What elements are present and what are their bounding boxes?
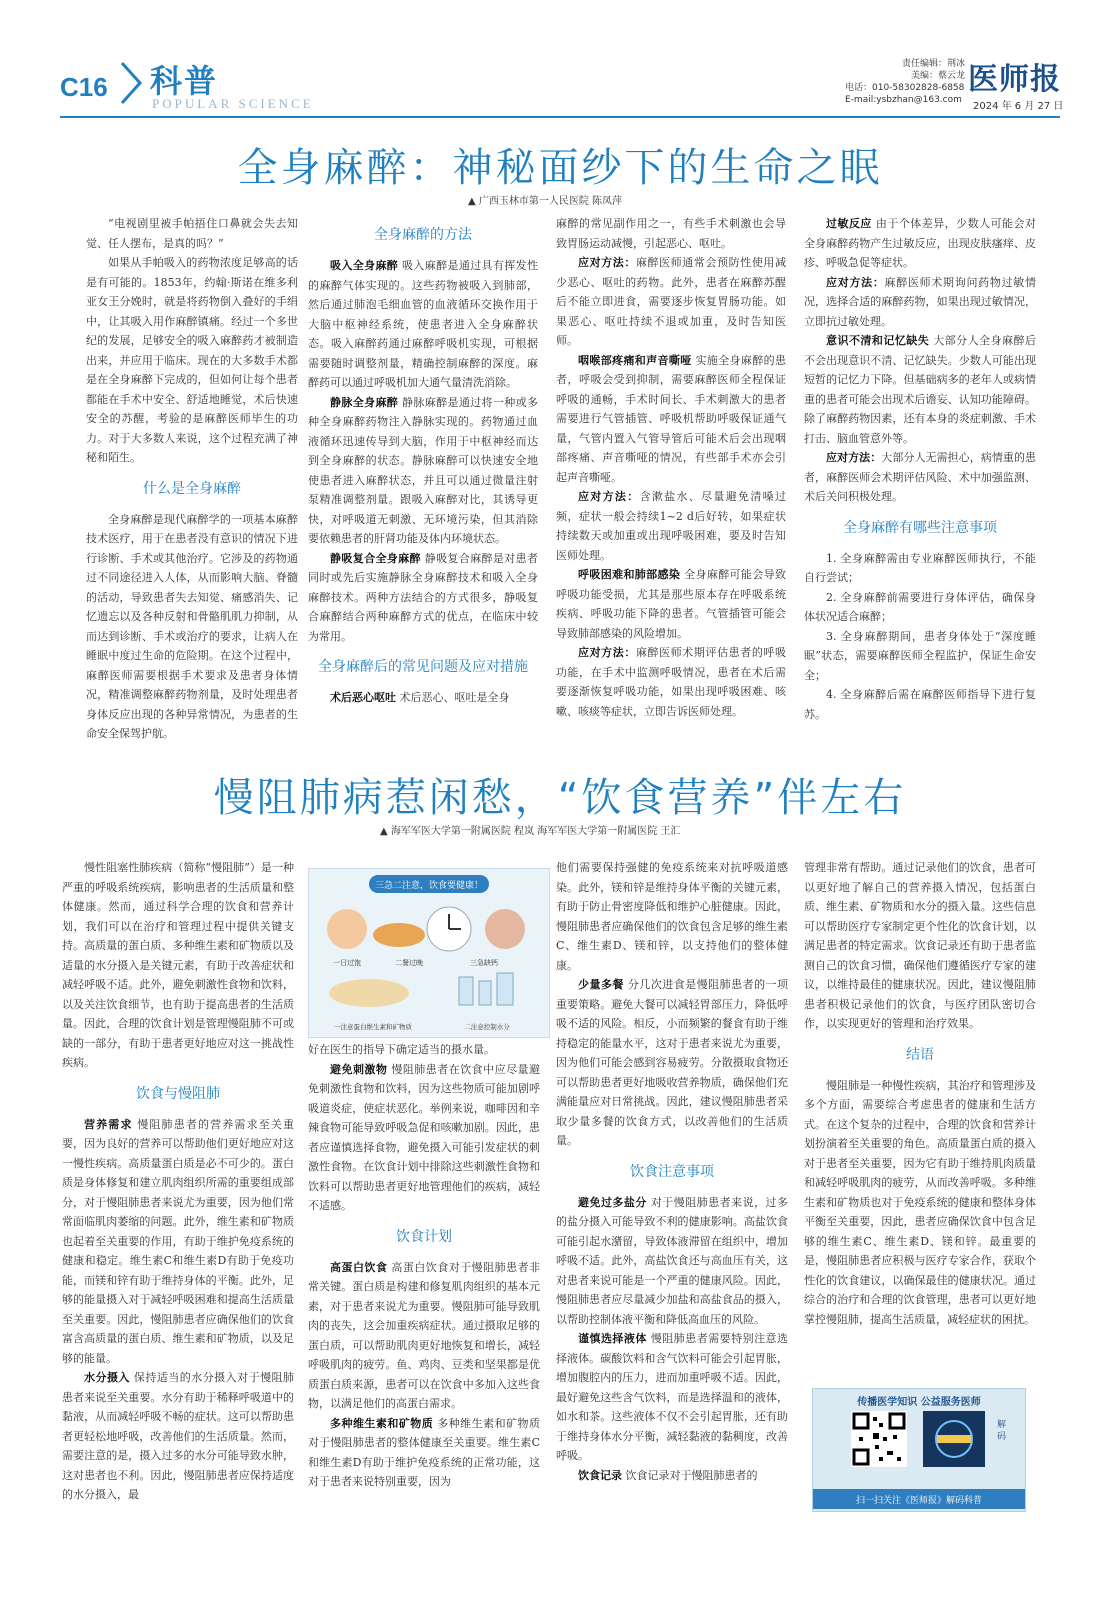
- subheading: 全身麻醉后的常见问题及应对措施: [318, 659, 528, 675]
- bold-lead: 静吸复合全身麻醉: [330, 551, 421, 565]
- subheading: 结语: [906, 1046, 934, 1063]
- bold-lead: 水分摄入: [84, 1371, 130, 1384]
- bold-lead: 营养需求: [84, 1117, 133, 1131]
- subheading: 饮食注意事项: [630, 1163, 714, 1180]
- paragraph-text: 麻醉医师术期评估患者的呼吸功能，在手术中监测呼吸情况，患者在术后需要逐渐恢复呼吸功能，如果出现呼吸困难、咳嗽、咳痰等症状，立即告诉医师处理。: [556, 646, 787, 718]
- water-bottle-icon: [497, 973, 513, 1005]
- paragraph-text: 静脉麻醉是通过将一种或多种全身麻醉药物注入静脉实现的。药物通过血液循环迅速传导到大脑，作用于中枢神经而达到全身麻醉的状态。静脉麻醉可以快速安全地使患者进入麻醉状态，并且可以通过微量注射泵精准调整剂量。跟吸入麻醉对比，其诱导更快，对呼吸道无刺激、无环境污染，但其消除要依赖患者的肝肾功能及体内环境状态。: [308, 395, 539, 545]
- bold-lead: 应对方法：: [578, 646, 636, 659]
- qr-code-icon[interactable]: [851, 1411, 907, 1467]
- paragraph-text: 高蛋白饮食对于慢阻肺患者非常关键。蛋白质是构建和修复肌肉组织的基本元素，对于患者来说尤为重要。慢阻肺可能导致肌肉的丧失，这会加重疾病症状。通过摄取足够的蛋白质，可以帮助肌肉更好地恢复和增长，减轻呼吸肌肉的疲劳。鱼、鸡肉、豆类和坚果都是优质蛋白质来源，患者可以在饮食中多加入这些食物，以满足他们的高蛋白需求。: [308, 1260, 541, 1410]
- paragraph: [556, 643, 786, 721]
- bold-lead: 术后恶心呕吐: [330, 691, 396, 704]
- subheading: 全身麻醉的方法: [374, 227, 472, 243]
- paragraph: “电视剧里被手帕捂住口鼻就会失去知觉、任人摆布，是真的吗？”: [86, 217, 298, 250]
- paragraph: [556, 975, 788, 1151]
- paragraph: [308, 256, 538, 393]
- phone-number: 电话：010-58302828-6858: [845, 83, 965, 93]
- bold-lead: 静脉全身麻醉: [330, 395, 399, 409]
- bold-lead: 高蛋白饮食: [330, 1260, 388, 1274]
- list-item: 1. 全身麻醉需由专业麻醉医师执行，不能自行尝试；: [804, 551, 1036, 584]
- paragraph: [62, 1115, 294, 1369]
- caption: 二餐过晚: [395, 959, 423, 967]
- paragraph: 全身麻醉是现代麻醉学的一项基本麻醉技术医疗，用于在患者没有意识的情况下进行诊断、手术或其他治疗。它涉及的药物通过不同途径进入人体，从而影响大脑、脊髓的活动，导致患者失去知觉、痛感消失、记忆遗忘以及各种反射和骨骼肌肌力抑制，从而达到诊断、手术或治疗的要求，让病人在睡眠中度过生命的危险期。在这个过程中，麻醉医师需要根据手术要求及患者身体情况，精准调整麻醉药物剂量，及时处理患者身体反应出现的各种异常情况，为患者的生命安全保驾护航。: [86, 512, 298, 740]
- food-bowl-icon: [329, 979, 409, 1007]
- header-divider: [60, 116, 1060, 118]
- article1-headline: 全身麻醉：神秘面纱下的生命之眠: [237, 145, 883, 191]
- paragraph-text: 分几次进食是慢阻肺患者的一项重要策略。避免大餐可以减轻胃部压力，降低呼吸不适的风险。相反，小而频繁的餐食有助于维持稳定的能量水平，这对于患者来说尤为重要，因为他们可能会感到容易疲劳。分散摄取食物还可以帮助患者更好地吸收营养物质，确保他们充满能量应对日常挑战。因此，建议慢阻肺患者采取少量多餐的饮食方式，以改善他们的生活质量。: [556, 978, 789, 1147]
- subheading: 全身麻醉有哪些注意事项: [843, 519, 997, 536]
- bold-lead: 应对方法：: [826, 275, 885, 289]
- paragraph-text: 慢阻肺患者在饮食中应尽量避免刺激性食物和饮料，因为这些物质可能加剧呼吸道炎症，使症状恶化。举例来说，咖啡因和辛辣食物可能导致呼吸急促和咳嗽加剧。因此，患者应谨慎选择食物，避免摄入可能引发症状的刺激性食物。在饮食计划中排除这些刺激性食物和饮料可以帮助患者更好地管理他们的疾病，减轻不适感。: [308, 1062, 541, 1212]
- article2-byline: ▲ 海军军医大学第一附属医院 程岚 海军军医大学第一附属医院 王汇: [380, 826, 681, 837]
- section-title: 科普: [150, 62, 219, 100]
- paragraph: 如果从手帕吸入的药物浓度足够高的话是有可能的。1853年，约翰·斯诺在维多利亚女王分娩时，就是将药物倒入叠好的手绢中，让其吸入用作麻醉镇痛。经过一个多世纪的发展，足够安全的吸入麻醉药才被制造出来，并应用于临床。现在的大多数手术都是在全身麻醉下完成的，但如何让每个患者都能在手术中安全、舒适地睡觉，术后快速安全的苏醒，考验的是麻醉医师毕生的功力。对于大多数人来说，这个过程充满了神秘和陌生。: [86, 256, 298, 464]
- paragraph: [62, 1368, 294, 1505]
- article1-column-3: [556, 214, 786, 721]
- article1-column-2: [308, 214, 538, 708]
- paragraph-text: 保持适当的水分摄入对于慢阻肺患者来说至关重要。水分有助于稀释呼吸道中的黏液，从而减轻呼吸不畅的症状。这可以帮助患者更轻松地呼吸，改善他们的生活质量。然而，需要注意的是，摄入过多的水分可能导致水肿，这对患者也不利。因此，慢阻肺患者应保持适度的水分摄入，最: [62, 1371, 295, 1501]
- paragraph-text: 慢阻肺患者需要特别注意选择液体。碳酸饮料和含气饮料可能会引起胃胀，增加腹腔内的压力，进而加重呼吸不适。因此，最好避免这些含气饮料，而是选择温和的液体，如水和茶。这些液体不仅不会引起胃胀，还有助于维持身体水分平衡，减轻黏液的黏稠度，改善呼吸。: [556, 1332, 789, 1462]
- paragraph: [308, 1258, 540, 1414]
- food-plate-icon: [373, 923, 425, 947]
- designer-credit: 美编：蔡云龙: [910, 71, 965, 81]
- bold-lead: 避免过多盐分: [578, 1195, 647, 1209]
- paragraph: 他们需要保持强健的免疫系统来对抗呼吸道感染。此外，镁和锌是维持身体平衡的关键元素，有助于防止骨密度降低和维护心脏健康。因此，慢阻肺患者应确保他们的饮食包含足够的维生素C、维生素D、镁和锌，以支持他们的整体健康。: [556, 861, 788, 972]
- paragraph: [556, 253, 786, 351]
- promo-slogan: 传播医学知识 公益服务医师: [857, 1397, 981, 1408]
- bold-lead: 过敏反应: [826, 217, 872, 230]
- paragraph-text: 麻醉医师术期询问药物过敏情况，选择合适的麻醉药物，如果出现过敏情况，立即抗过敏处理。: [804, 275, 1037, 328]
- promo-side-label: 解码: [997, 1420, 1007, 1442]
- bold-lead: 应对方法：: [578, 256, 636, 269]
- paragraph: [804, 331, 1036, 448]
- bold-lead: 饮食记录: [578, 1468, 622, 1482]
- bold-lead: 应对方法：: [826, 451, 882, 464]
- paragraph: [308, 549, 538, 647]
- elderly-woman-icon: [485, 909, 525, 949]
- bold-lead: 避免刺激物: [330, 1062, 388, 1076]
- promo-box: [812, 1388, 1026, 1512]
- bold-lead: 应对方法：: [578, 490, 640, 503]
- article2-column-3: [556, 858, 788, 1485]
- paragraph: [556, 1466, 788, 1486]
- chevron-right-icon: [118, 60, 146, 106]
- caption: 一注意蛋白维生素和矿物质: [334, 1023, 412, 1031]
- program-logo-icon: [923, 1411, 985, 1467]
- bold-lead: 多种维生素和矿物质: [330, 1416, 434, 1430]
- water-bottle-icon: [459, 977, 473, 1005]
- article2-headline: 慢阻肺病惹闲愁，“饮食营养”伴左右: [213, 775, 907, 821]
- email-address: E-mail:ysbzhan@163.com: [845, 95, 962, 105]
- subheading: 饮食计划: [396, 1228, 452, 1245]
- bold-lead: 意识不清和记忆缺失: [826, 334, 930, 347]
- list-item: 3. 全身麻醉期间，患者身体处于“深度睡眠”状态，需要麻醉医师全程监护，保证生命安全；: [804, 629, 1036, 682]
- paragraph-text: 由于个体差异，少数人可能会对全身麻醉药物产生过敏反应，出现皮肤瘙痒、皮疹、呼吸急促等症状。: [804, 217, 1037, 269]
- diet-infographic: [308, 868, 550, 1038]
- water-bottle-icon: [479, 981, 491, 1005]
- paragraph-text: 实施全身麻醉的患者，呼吸会受到抑制，需要麻醉医师全程保证呼吸的通畅，手术时间长、手术刺激大的患者需要进行气管插管、呼吸机帮助呼吸保证通气量，气管内置入气管导管后可能术后会出现咽部疼痛、声音嘶哑的情况，有些部手术亦会引起声音嘶哑。: [556, 353, 787, 484]
- article2-column-4: [804, 858, 1036, 1329]
- article1-column-1: [86, 214, 298, 744]
- newspaper-logo: 医师报: [968, 62, 1061, 97]
- paragraph-text: 含漱盐水、尽量避免清嗓过频，症状一般会持续1~2 d后好转，如果症状持续数天或加重或出现呼吸困难，要及时告知医师处理。: [556, 490, 786, 562]
- bold-lead: 吸入全身麻醉: [330, 259, 399, 272]
- paragraph-text: 多种维生素和矿物质对于慢阻肺患者的整体健康至关重要。维生素C和维生素D有助于维护免疫系统的正常功能，这对于患者来说特别重要，因为: [308, 1416, 541, 1488]
- editor-credit: 责任编辑：荆冰: [901, 59, 965, 69]
- paragraph: [556, 351, 786, 488]
- article1-column-4: [804, 214, 1036, 724]
- paragraph: 慢阻肺是一种慢性疾病，其治疗和管理涉及多个方面，需要综合考虑患者的健康和生活方式。在这个复杂的过程中，合理的饮食和营养计划扮演着至关重要的角色。高质量蛋白质的摄入对于患者至关重要，因为它有助于维持肌肉质量和减轻呼吸肌肉的疲劳，从而改善呼吸。多种维生素和矿物质也对于免疫系统的健康和整体身体平衡至关重要，因此，患者应确保饮食中包含足够的维生素C、维生素D、镁和锌。最重要的是，慢阻肺患者应积极与医疗专家合作，获取个性化的饮食建议，以确保最佳的健康状况。通过综合的治疗和合理的饮食管理，患者可以更好地掌控慢阻肺，提高生活质量，减轻症状的困扰。: [804, 1078, 1036, 1326]
- paragraph: 好在医生的指导下确定适当的摄水量。: [308, 1043, 495, 1056]
- subheading: 什么是全身麻醉: [143, 480, 241, 497]
- caption: 一日过饱: [333, 959, 361, 967]
- paragraph: [308, 1414, 540, 1492]
- paragraph: [556, 1329, 788, 1466]
- elderly-man-icon: [327, 909, 367, 949]
- promo-footer: 扫一扫关注《医师报》解码科普: [855, 1496, 982, 1506]
- list-item: 4. 全身麻醉后需在麻醉医师指导下进行复苏。: [804, 688, 1036, 721]
- page-number: C16: [60, 72, 108, 102]
- bold-lead: 少量多餐: [578, 978, 624, 991]
- caption: 三急缺钙: [470, 959, 498, 967]
- paragraph: 慢性阻塞性肺疾病（简称“慢阻肺”）是一种严重的呼吸系统疾病，影响患者的生活质量和整体健康。然而，通过科学合理的饮食和营养计划，我们可以在治疗和管理过程中提供关键支持。高质量的蛋白质、多种维生素和矿物质以及适量的水分摄入是关键元素，有助于改善症状和减轻呼吸不适。此外，避免刺激性食物和饮料，以及关注饮食细节，也有助于提高患者的生活质量。因此，合理的饮食计划是管理慢阻肺不可或缺的一部分，有助于患者更好地应对这一挑战性疾病。: [62, 861, 294, 1069]
- article2-column-1: [62, 858, 294, 1505]
- paragraph: [556, 487, 786, 565]
- paragraph-text: 对于慢阻肺患者来说，过多的盐分摄入可能导致不利的健康影响。高盐饮食可能引起水潴留，导致体液滞留在组织中，增加呼吸不适。此外，高盐饮食还与高血压有关，这对患者来说可能是一个严重的健康风险。因此，慢阻肺患者应尽量减少加盐和高盐食品的摄入，以帮助控制体液平衡和降低高血压的风险。: [556, 1195, 789, 1326]
- section-title-english: POPULAR SCIENCE: [152, 96, 314, 111]
- paragraph: [308, 393, 538, 549]
- list-item: 2. 全身麻醉前需要进行身体评估，确保身体状况适合麻醉；: [804, 590, 1036, 623]
- infographic-title: 三急二注意，饮食要健康！: [374, 881, 484, 891]
- paragraph-text: 吸入麻醉是通过具有挥发性的麻醉气体实现的。这些药物被吸入到肺部，然后通过肺泡毛细血管的血液循环交换作用于大脑中枢神经系统，使患者进入全身麻醉状态。吸入麻醉药通过麻醉呼吸机实现，可根据需要随时调整剂量，精确控制麻醉的深度。麻醉药可以通过呼吸机加大通气量清洗消除。: [308, 259, 539, 389]
- paragraph: [804, 273, 1036, 332]
- paragraph-text: 术后恶心、呕吐是全身: [399, 691, 510, 704]
- caption: 二注意控制水分: [464, 1023, 510, 1031]
- paragraph-text: 全身麻醉可能会导致呼吸功能受损，尤其是那些原本存在呼吸系统疾病、呼吸功能下降的患者。气管插管可能会导致肺部感染的风险增加。: [556, 568, 786, 640]
- paragraph: [308, 1060, 540, 1216]
- paragraph-text: 慢阻肺患者的营养需求至关重要，因为良好的营养可以帮助他们更好地应对这一慢性疾病。高质量蛋白质是必不可少的。蛋白质是身体修复和建立肌肉组织所需的重要组成部分，对于慢阻肺患者来说尤为重要，因为他们常常面临肌肉萎缩的问题。此外，维生素和矿物质也起着至关重要的作用，有助于维护免疫系统的健康和稳定。维生素C和维生素D有助于免疫功能，而镁和锌有助于维持身体的平衡。此外，足够的能量摄入对于减轻呼吸困难和提高生活质量至关重要。因此，慢阻肺患者应确保他们的饮食富含高质量的蛋白质、维生素和矿物质，以及足够的能量。: [62, 1117, 295, 1365]
- bold-lead: 呼吸困难和肺部感染: [578, 568, 681, 581]
- paragraph-text: 饮食记录对于慢阻肺患者的: [625, 1468, 758, 1482]
- article1-byline: ▲ 广西玉林市第一人民医院 陈凤萍: [468, 196, 623, 207]
- paragraph: 麻醉的常见副作用之一，有些手术刺激也会导致胃肠运动减慢，引起恶心、呕吐。: [556, 217, 786, 250]
- article2-column-2: [308, 1040, 540, 1492]
- bold-lead: 咽喉部疼痛和声音嘶哑: [578, 353, 692, 367]
- paragraph: [308, 688, 538, 708]
- paragraph-text: 静吸复合麻醉是对患者同时或先后实施静脉全身麻醉技术和吸入全身麻醉技术。两种方法结合的方式很多，静吸复合麻醉结合两种麻醉方式的优点，在临床中较为常用。: [308, 551, 538, 643]
- paragraph: [804, 448, 1036, 507]
- paragraph: [804, 214, 1036, 273]
- paragraph-text: 大部分人全身麻醉后不会出现意识不清、记忆缺失。少数人可能出现短暂的记忆力下降。但基础病多的老年人或病情重的患者可能会出现术后谵妄、认知功能障碍。除了麻醉药物因素，还有本身的炎症刺激、手术打击、脑血管意外等。: [804, 334, 1037, 445]
- subheading: 饮食与慢阻肺: [136, 1085, 220, 1102]
- paragraph: 管理非常有帮助。通过记录他们的饮食，患者可以更好地了解自己的营养摄入情况，包括蛋白质、维生素、矿物质和水分的摄入量。这些信息可以帮助医疗专家制定更个性化的饮食计划，以满足患者的特定需求。饮食记录还有助于患者监测自己的饮食习惯，确保他们遵循医疗专家的建议，以维持最佳的健康状况。因此，建议慢阻肺患者积极记录他们的饮食，与医疗团队密切合作，以实现更好的管理和治疗效果。: [804, 861, 1036, 1030]
- paragraph-text: 麻醉医师通常会预防性使用减少恶心、呕吐的药物。此外，患者在麻醉苏醒后不能立即进食，需要逐步恢复胃肠功能。如果恶心、呕吐持续不退或加重，及时告知医师。: [556, 256, 787, 347]
- bold-lead: 谨慎选择液体: [578, 1332, 647, 1345]
- paragraph: [556, 1193, 788, 1330]
- issue-date: 2024 年 6 月 27 日: [973, 101, 1064, 112]
- paragraph-text: 大部分人无需担心，病情重的患者，麻醉医师会术期评估风险、术中加强监测、术后关问积极处理。: [804, 451, 1037, 503]
- paragraph: [556, 565, 786, 643]
- diet-illustration: [309, 869, 549, 1037]
- masthead-credits: [845, 58, 965, 106]
